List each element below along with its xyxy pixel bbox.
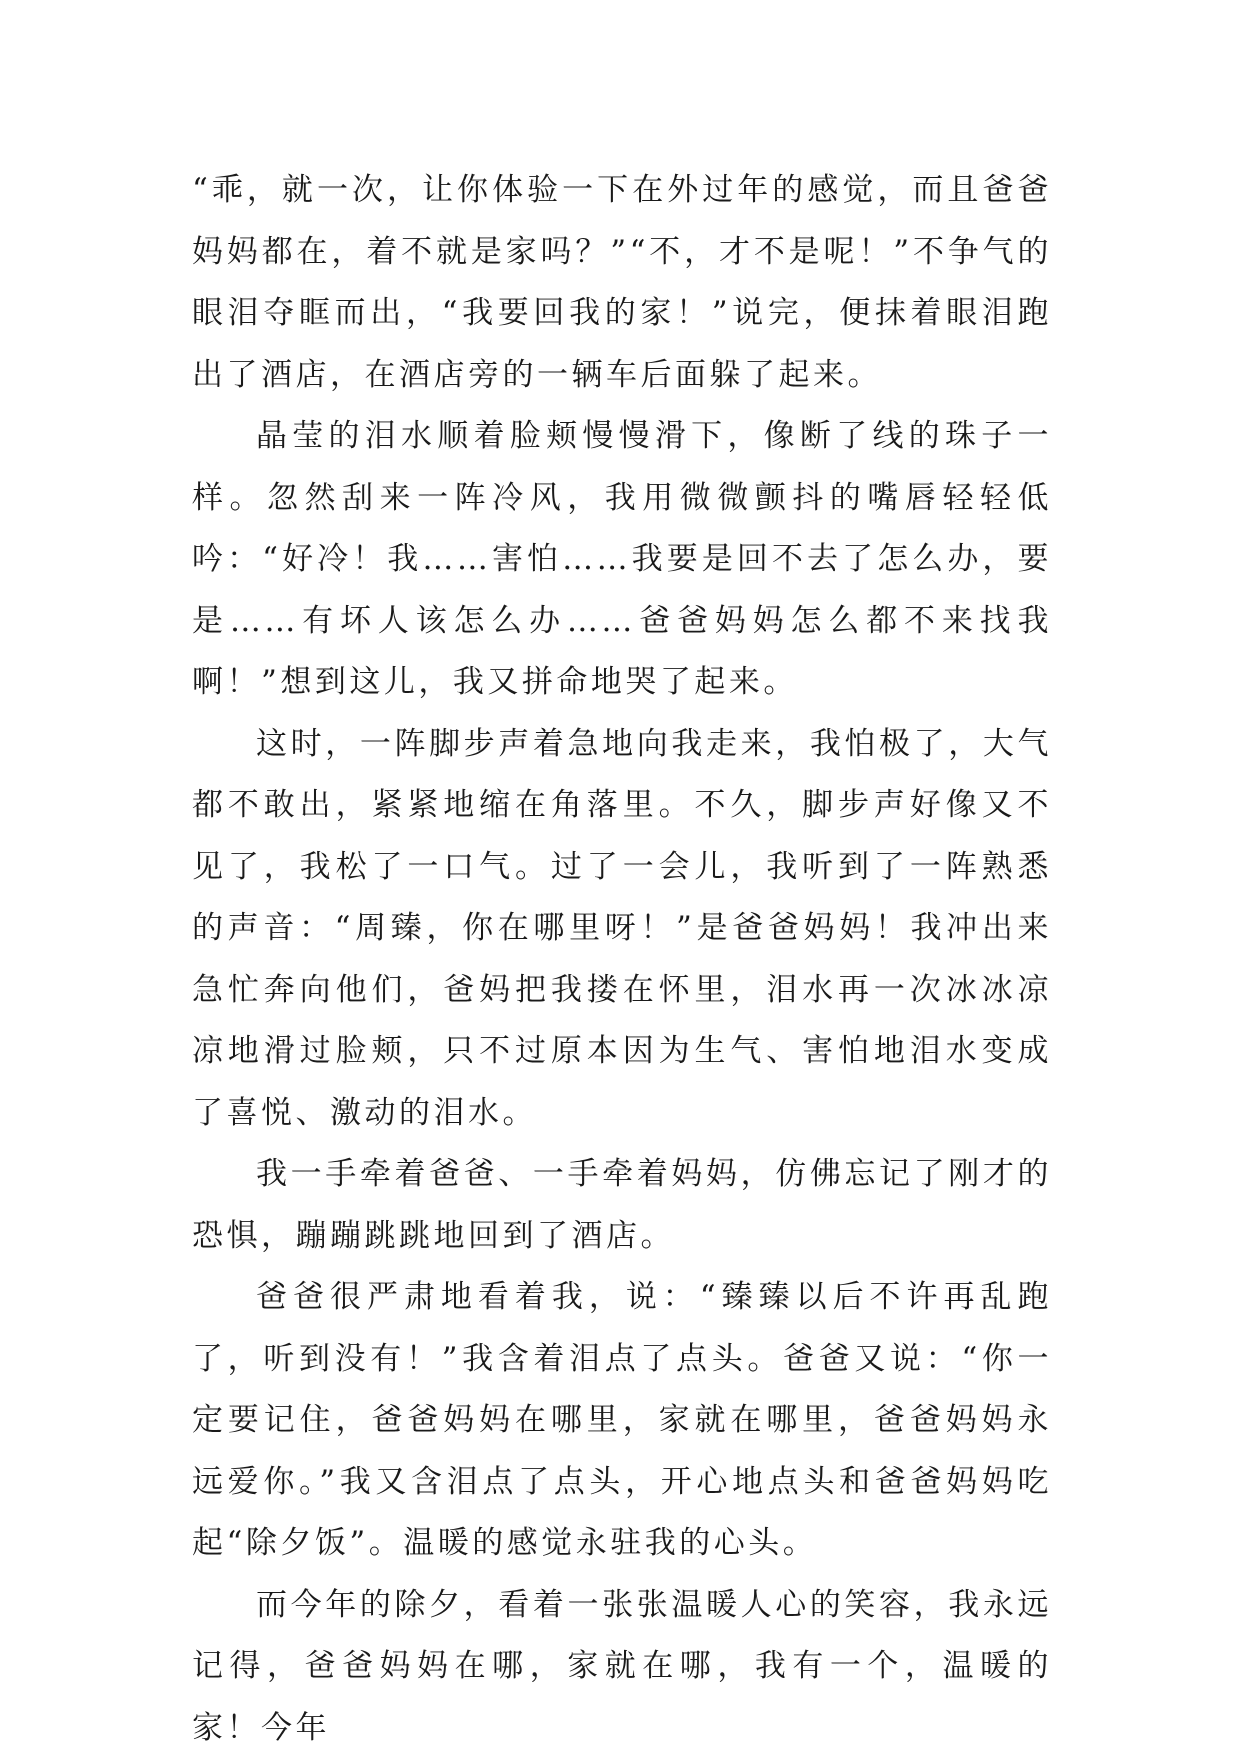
paragraph-3: 这时，一阵脚步声着急地向我走来，我怕极了，大气都不敢出，紧紧地缩在角落里。不久，脚步声好像又不见了，我松了一口气。过了一会儿，我听到了一阵熟悉的声音：“周臻，你在哪里呀！”是爸爸妈妈！我冲出来急忙奔向他们，爸妈把我搂在怀里，泪水再一次冰冰凉凉地滑过脸颊，只不过原本因为生气、害怕地泪水变成了喜悦、激动的泪水。 [192, 714, 1052, 1145]
paragraph-2: 晶莹的泪水顺着脸颊慢慢滑下，像断了线的珠子一样。忽然刮来一阵冷风，我用微微颤抖的嘴唇轻轻低吟：“好冷！我……害怕……我要是回不去了怎么办，要是……有坏人该怎么办……爸爸妈妈怎么都不来找我啊！”想到这儿，我又拼命地哭了起来。 [192, 406, 1052, 714]
paragraph-5: 爸爸很严肃地看着我，说：“臻臻以后不许再乱跑了，听到没有！”我含着泪点了点头。爸爸又说：“你一定要记住，爸爸妈妈在哪里，家就在哪里，爸爸妈妈永远爱你。”我又含泪点了点头，开心地点头和爸爸妈妈吃起“除夕饭”。温暖的感觉永驻我的心头。 [192, 1267, 1052, 1575]
paragraph-1: “乖，就一次，让你体验一下在外过年的感觉，而且爸爸妈妈都在，着不就是家吗？”“不，才不是呢！”不争气的眼泪夺眶而出，“我要回我的家！”说完，便抹着眼泪跑出了酒店，在酒店旁的一辆车后面躲了起来。 [192, 160, 1052, 406]
paragraph-4: 我一手牵着爸爸、一手牵着妈妈，仿佛忘记了刚才的恐惧，蹦蹦跳跳地回到了酒店。 [192, 1144, 1052, 1267]
document-body [192, 160, 1052, 1759]
paragraph-6: 而今年的除夕，看着一张张温暖人心的笑容，我永远记得，爸爸妈妈在哪，家就在哪，我有一个，温暖的家！今年 [192, 1575, 1052, 1759]
